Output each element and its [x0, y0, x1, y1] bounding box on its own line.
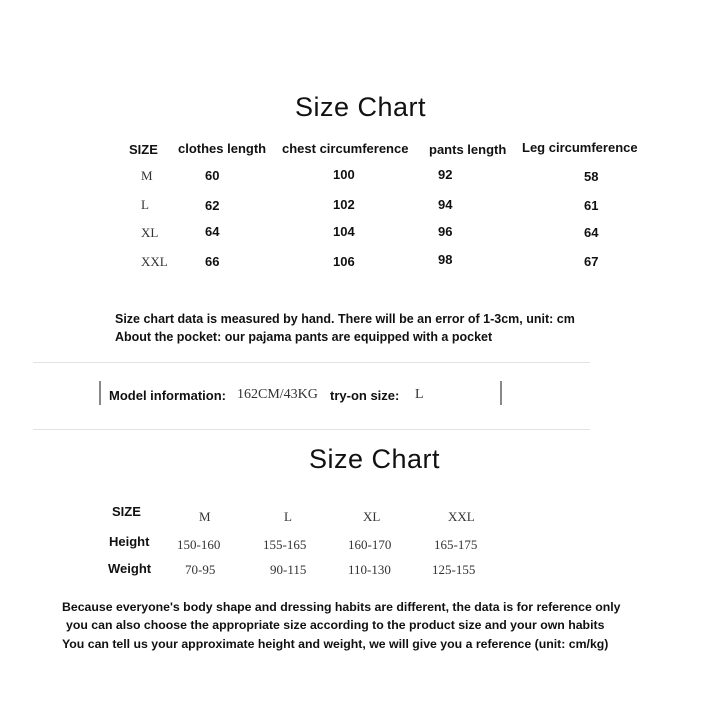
header-clothes-length: clothes length — [178, 141, 267, 156]
size-column-xl: XL — [363, 509, 381, 524]
cell-leg: 61 — [584, 198, 599, 213]
row-size-label: M — [141, 168, 153, 183]
left-bracket-bar — [99, 381, 101, 405]
cell-pants-length: 94 — [438, 197, 453, 212]
model-info-value: 162CM/43KG — [237, 387, 318, 402]
contact-note: You can tell us your approximate height and weight, we will give you a reference (unit: cm/kg) — [62, 637, 609, 651]
weight-value: 125-155 — [432, 562, 476, 577]
cell-chest: 102 — [333, 197, 355, 212]
header-chest-circumference: chest circumference — [282, 141, 409, 156]
header-leg-circumference: Leg circumference — [522, 140, 638, 155]
cell-leg: 67 — [584, 254, 599, 269]
row-size-label: XL — [141, 225, 159, 240]
right-bracket-bar — [500, 381, 502, 405]
cell-clothes-length: 60 — [205, 168, 220, 183]
size-column-l: L — [284, 509, 292, 524]
size-chart-title: Size Chart — [295, 92, 427, 122]
tryon-size-value: L — [415, 387, 424, 402]
height-value: 160-170 — [348, 537, 392, 552]
weight-value: 90-115 — [270, 562, 307, 577]
cell-pants-length: 92 — [438, 167, 453, 182]
height-label: Height — [109, 534, 150, 549]
cell-leg: 58 — [584, 169, 599, 184]
row-size-label: L — [141, 197, 149, 212]
pocket-note: About the pocket: our pajama pants are equipped with a pocket — [115, 330, 493, 344]
size-column-xxl: XXL — [448, 509, 475, 524]
cell-clothes-length: 66 — [205, 254, 220, 269]
cell-chest: 106 — [333, 254, 355, 269]
height-value: 155-165 — [263, 537, 307, 552]
size-column-m: M — [199, 509, 211, 524]
cell-pants-length: 96 — [438, 224, 453, 239]
cell-chest: 100 — [333, 167, 355, 182]
cell-clothes-length: 64 — [205, 224, 220, 239]
reference-note: Because everyone's body shape and dressing habits are different, the data is for reference only — [62, 600, 621, 614]
cell-leg: 64 — [584, 225, 599, 240]
weight-label: Weight — [108, 561, 152, 576]
size-label: SIZE — [112, 504, 141, 519]
weight-value: 110-130 — [348, 562, 391, 577]
divider-top — [33, 362, 590, 363]
tryon-size-label: try-on size: — [330, 388, 400, 403]
divider-bottom — [33, 429, 590, 430]
cell-chest: 104 — [333, 224, 355, 239]
height-value: 165-175 — [434, 537, 478, 552]
height-value: 150-160 — [177, 537, 221, 552]
cell-pants-length: 98 — [438, 252, 453, 267]
size-chart-title-2: Size Chart — [309, 444, 441, 474]
header-size: SIZE — [129, 142, 158, 157]
row-size-label: XXL — [141, 254, 168, 269]
measurement-note: Size chart data is measured by hand. There will be an error of 1-3cm, unit: cm — [115, 312, 575, 326]
choose-size-note: you can also choose the appropriate size according to the product size and your own habits — [66, 618, 605, 632]
weight-value: 70-95 — [185, 562, 216, 577]
cell-clothes-length: 62 — [205, 198, 220, 213]
model-info-label: Model information: — [109, 388, 226, 403]
header-pants-length: pants length — [429, 142, 507, 157]
